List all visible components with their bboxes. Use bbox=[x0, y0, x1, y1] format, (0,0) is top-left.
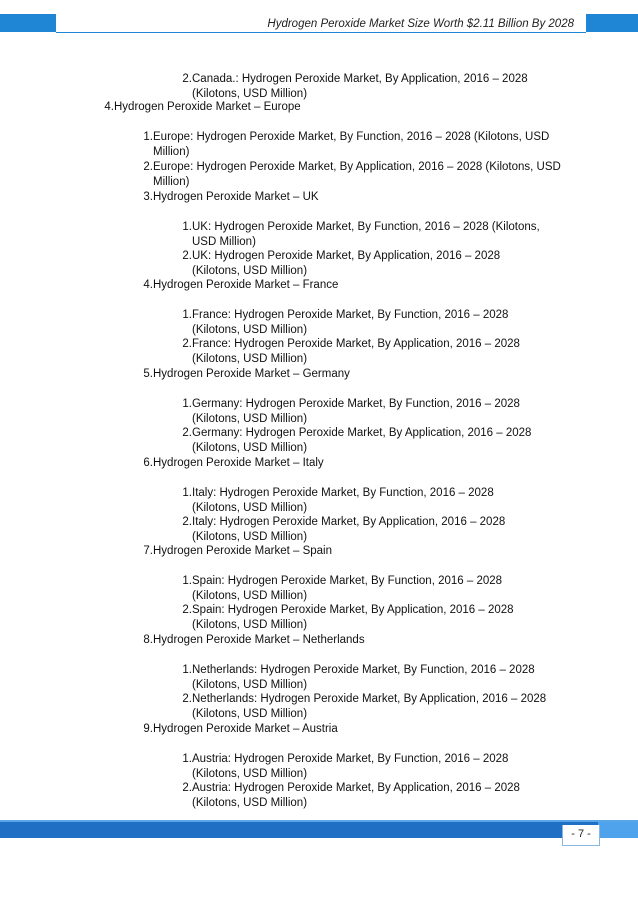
list-number: 2. bbox=[182, 427, 192, 439]
list-text: France: Hydrogen Peroxide Market, By Function, 2016 – 2028 (Kilotons, USD Million) bbox=[192, 309, 509, 336]
footer-accent-right bbox=[598, 822, 638, 838]
list-text: Hydrogen Peroxide Market – UK bbox=[153, 191, 319, 203]
list-text: Spain: Hydrogen Peroxide Market, By Application, 2016 – 2028 (Kilotons, USD Million) bbox=[192, 604, 514, 631]
header-accent-left bbox=[0, 14, 56, 32]
list-text: Hydrogen Peroxide Market – Spain bbox=[153, 545, 332, 557]
list-text: Hydrogen Peroxide Market – France bbox=[153, 279, 339, 291]
list-number: 1. bbox=[182, 664, 192, 676]
list-text: Hydrogen Peroxide Market – Italy bbox=[153, 457, 324, 469]
page-number: - 7 - bbox=[562, 825, 600, 846]
list-number: 2. bbox=[182, 693, 192, 705]
list-number: 4. bbox=[143, 279, 153, 291]
list-text: France: Hydrogen Peroxide Market, By Application, 2016 – 2028 (Kilotons, USD Million) bbox=[192, 338, 520, 365]
list-number: 2. bbox=[182, 782, 192, 794]
list-text: Italy: Hydrogen Peroxide Market, By Application, 2016 – 2028 (Kilotons, USD Million) bbox=[192, 516, 506, 543]
header-accent-right bbox=[586, 14, 638, 32]
list-number: 1. bbox=[182, 309, 192, 321]
list-number: 2. bbox=[143, 161, 153, 173]
list-text: Germany: Hydrogen Peroxide Market, By Application, 2016 – 2028 (Kilotons, USD Million) bbox=[192, 427, 532, 454]
list-text: Italy: Hydrogen Peroxide Market, By Function, 2016 – 2028 (Kilotons, USD Million) bbox=[192, 487, 494, 514]
list-text: Canada.: Hydrogen Peroxide Market, By Application, 2016 – 2028 (Kilotons, USD Million) bbox=[192, 73, 528, 100]
list-number: 4. bbox=[104, 101, 114, 113]
list-text: Austria: Hydrogen Peroxide Market, By Function, 2016 – 2028 (Kilotons, USD Million) bbox=[192, 753, 509, 780]
list-number: 5. bbox=[143, 368, 153, 380]
list-text: Europe: Hydrogen Peroxide Market, By Function, 2016 – 2028 (Kilotons, USD Million) bbox=[153, 131, 550, 158]
list-text: Austria: Hydrogen Peroxide Market, By Application, 2016 – 2028 (Kilotons, USD Million) bbox=[192, 782, 520, 809]
list-number: 8. bbox=[143, 634, 153, 646]
list-number: 2. bbox=[182, 250, 192, 262]
list-number: 7. bbox=[143, 545, 153, 557]
list-number: 6. bbox=[143, 457, 153, 469]
list-number: 2. bbox=[182, 338, 192, 350]
list-text: Hydrogen Peroxide Market – Germany bbox=[153, 368, 350, 380]
list-text: Germany: Hydrogen Peroxide Market, By Function, 2016 – 2028 (Kilotons, USD Million) bbox=[192, 398, 520, 425]
list-number: 1. bbox=[182, 753, 192, 765]
list-text: Hydrogen Peroxide Market – Austria bbox=[153, 723, 338, 735]
list-text: UK: Hydrogen Peroxide Market, By Application, 2016 – 2028 (Kilotons, USD Million) bbox=[192, 250, 501, 277]
list-number: 1. bbox=[182, 398, 192, 410]
running-header-title: Hydrogen Peroxide Market Size Worth $2.11 Billion By 2028 bbox=[267, 18, 574, 30]
list-number: 2. bbox=[182, 73, 192, 85]
list-number: 3. bbox=[143, 191, 153, 203]
header-rule bbox=[56, 32, 586, 33]
list-number: 1. bbox=[182, 575, 192, 587]
list-text: Netherlands: Hydrogen Peroxide Market, By Function, 2016 – 2028 (Kilotons, USD Million) bbox=[192, 664, 535, 691]
list-number: 1. bbox=[182, 221, 192, 233]
list-text: Europe: Hydrogen Peroxide Market, By Application, 2016 – 2028 (Kilotons, USD Million) bbox=[153, 161, 561, 188]
list-text: Spain: Hydrogen Peroxide Market, By Function, 2016 – 2028 (Kilotons, USD Million) bbox=[192, 575, 503, 602]
list-number: 9. bbox=[143, 723, 153, 735]
list-number: 1. bbox=[182, 487, 192, 499]
list-text: Netherlands: Hydrogen Peroxide Market, By Application, 2016 – 2028 (Kilotons, USD Million) bbox=[192, 693, 547, 720]
list-text: Hydrogen Peroxide Market – Netherlands bbox=[153, 634, 365, 646]
list-number: 1. bbox=[143, 131, 153, 143]
list-text: Hydrogen Peroxide Market – Europe bbox=[114, 101, 301, 113]
list-number: 2. bbox=[182, 516, 192, 528]
list-number: 2. bbox=[182, 604, 192, 616]
list-text: UK: Hydrogen Peroxide Market, By Function, 2016 – 2028 (Kilotons, USD Million) bbox=[192, 221, 540, 248]
footer-bar bbox=[0, 822, 638, 838]
